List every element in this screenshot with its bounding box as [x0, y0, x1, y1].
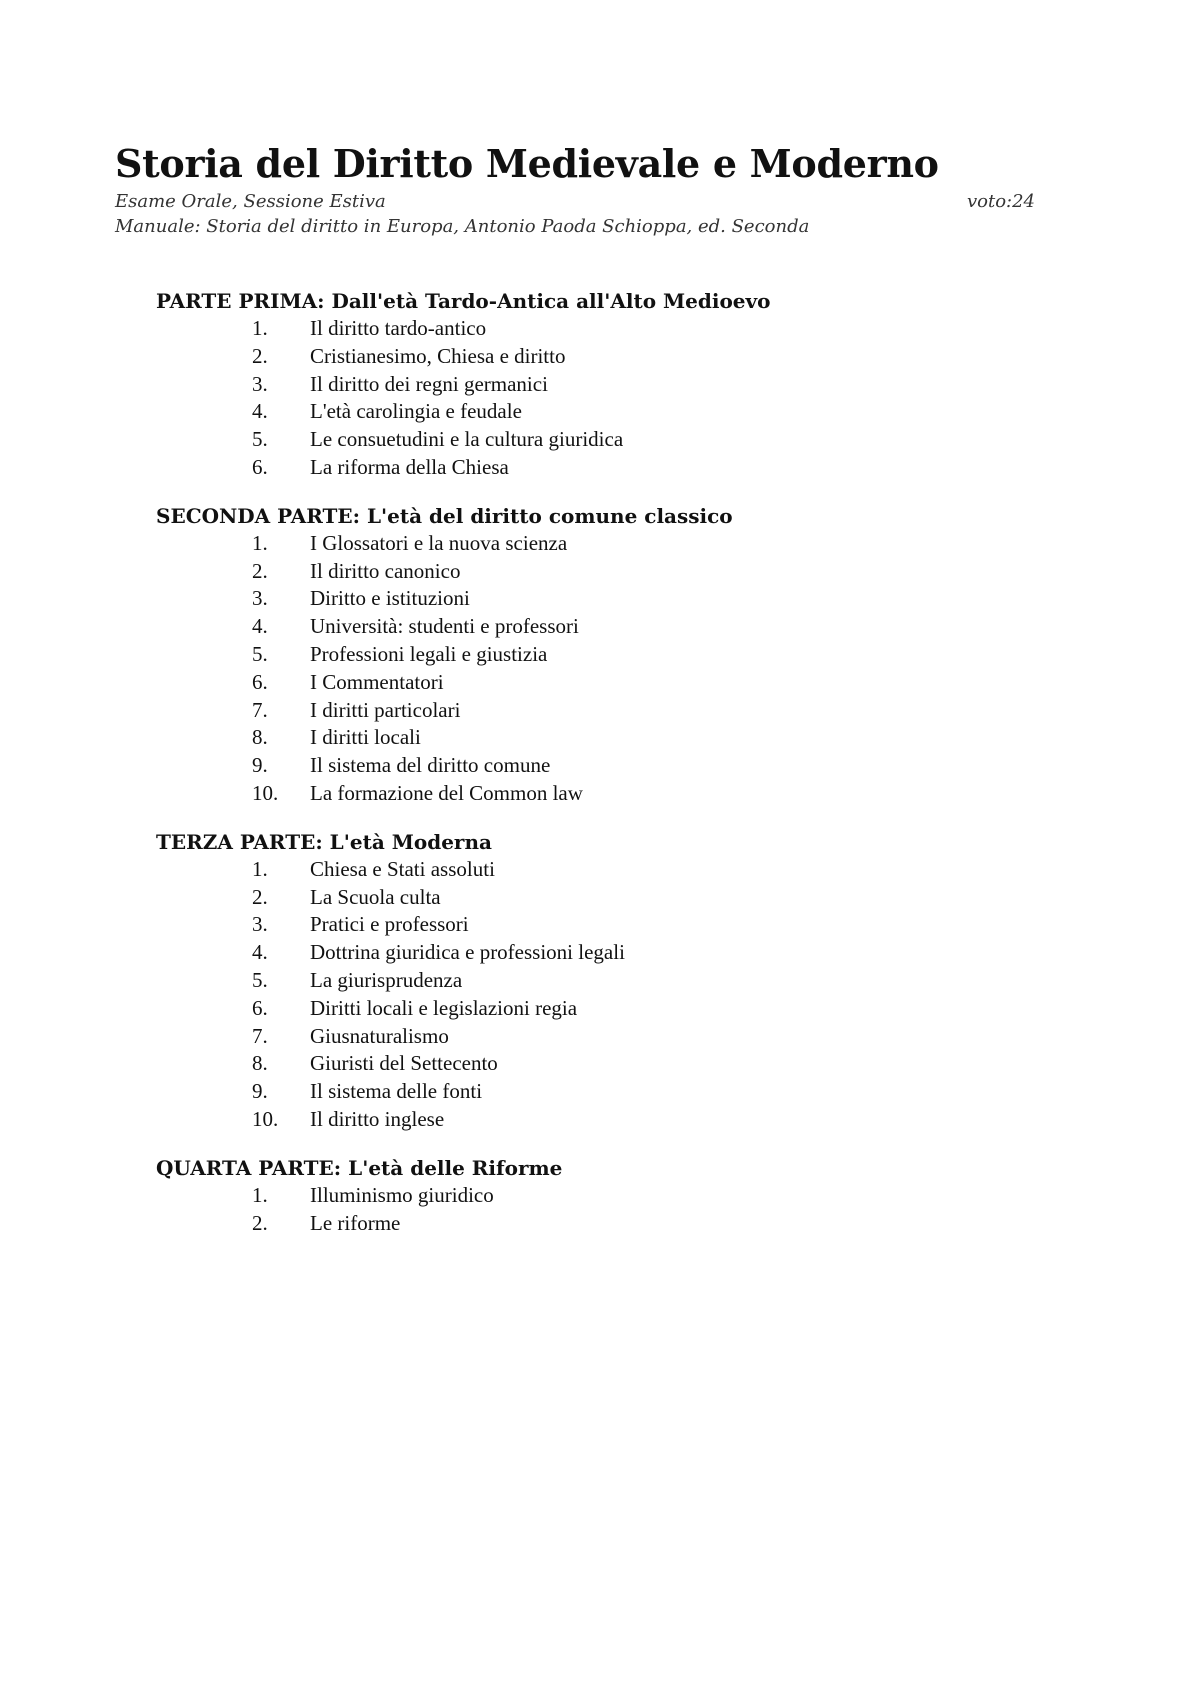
- topic-number: 2.: [252, 558, 268, 583]
- topic-text: Le consuetudini e la cultura giuridica: [310, 427, 624, 452]
- topic-list: [156, 856, 1056, 1134]
- topic-number-cell: [156, 426, 280, 454]
- topic-text: Chiesa e Stati assoluti: [310, 856, 495, 881]
- topic-number: 4.: [252, 399, 268, 424]
- topic-number: 7.: [252, 697, 268, 722]
- topic-item: [156, 856, 1056, 884]
- topic-number: 2.: [252, 343, 268, 368]
- topic-number: 3.: [252, 586, 268, 611]
- topic-number-cell: [156, 371, 280, 399]
- topic-number: 1.: [252, 856, 268, 881]
- topic-item: [156, 669, 1056, 697]
- topic-number-cell: [156, 530, 280, 558]
- topic-item: [156, 641, 1056, 669]
- topic-item: [156, 697, 1056, 725]
- topic-text: Dottrina giuridica e professioni legali: [310, 940, 625, 965]
- part-heading: QUARTA PARTE: L'età delle Riforme: [156, 1155, 563, 1180]
- topic-number-cell: [156, 856, 280, 884]
- topic-text: Il sistema delle fonti: [310, 1079, 483, 1104]
- topic-text: Pratici e professori: [310, 912, 469, 937]
- topic-text: La giurisprudenza: [310, 967, 463, 992]
- topic-number-cell: [156, 780, 280, 808]
- topic-number: 9.: [252, 1079, 268, 1104]
- topic-number: 2.: [252, 1210, 268, 1235]
- exam-grade: voto:24: [966, 191, 1035, 212]
- topic-number: 6.: [252, 669, 268, 694]
- topic-number-cell: [156, 995, 280, 1023]
- topic-item: [156, 1023, 1056, 1051]
- topic-number: 4.: [252, 614, 268, 639]
- topic-item: [156, 939, 1056, 967]
- exam-session: Esame Orale, Sessione Estiva: [115, 191, 386, 212]
- topic-text: Giusnaturalismo: [310, 1023, 449, 1048]
- topic-text: Giuristi del Settecento: [310, 1051, 498, 1076]
- topic-text: Le riforme: [310, 1210, 401, 1235]
- topic-text: Il diritto dei regni germanici: [310, 371, 548, 396]
- topic-number-cell: [156, 1050, 280, 1078]
- topic-item: [156, 1078, 1056, 1106]
- topic-text: Il diritto tardo-antico: [310, 316, 487, 340]
- topic-text: I Glossatori e la nuova scienza: [310, 530, 568, 555]
- topic-item: [156, 1106, 1056, 1134]
- topic-text: I diritti particolari: [310, 697, 461, 722]
- topic-item: [156, 613, 1056, 641]
- syllabus-part: [156, 1154, 1056, 1238]
- topic-list: [156, 315, 1056, 482]
- topic-number-cell: [156, 1106, 280, 1134]
- topic-number-cell: [156, 1023, 280, 1051]
- topic-number-cell: [156, 343, 280, 371]
- topic-item: [156, 315, 1056, 343]
- topic-number: 5.: [252, 641, 268, 666]
- topic-text: Diritto e istituzioni: [310, 586, 470, 611]
- syllabus-part: [156, 287, 1056, 482]
- topic-number-cell: [156, 911, 280, 939]
- topic-text: Università: studenti e professori: [310, 614, 579, 639]
- topic-number-cell: [156, 585, 280, 613]
- topic-item: [156, 724, 1056, 752]
- topic-text: La riforma della Chiesa: [310, 454, 509, 479]
- topic-number-cell: [156, 1210, 280, 1238]
- part-heading: PARTE PRIMA: Dall'età Tardo-Antica all'Alto Medioevo: [156, 289, 771, 313]
- topic-item: [156, 995, 1056, 1023]
- topic-number: 5.: [252, 427, 268, 452]
- syllabus-parts: [156, 287, 1056, 1257]
- topic-number: 5.: [252, 967, 268, 992]
- topic-number: 7.: [252, 1023, 268, 1048]
- syllabus-part: [156, 828, 1056, 1134]
- part-heading: SECONDA PARTE: L'età del diritto comune classico: [156, 503, 733, 528]
- topic-number: 3.: [252, 912, 268, 937]
- topic-list: [156, 530, 1056, 808]
- topic-item: [156, 1050, 1056, 1078]
- topic-number-cell: [156, 697, 280, 725]
- topic-item: [156, 752, 1056, 780]
- topic-number: 8.: [252, 725, 268, 750]
- topic-number: 9.: [252, 753, 268, 778]
- topic-number: 10.: [252, 1106, 279, 1131]
- topic-number-cell: [156, 641, 280, 669]
- topic-item: [156, 343, 1056, 371]
- topic-item: [156, 530, 1056, 558]
- topic-number-cell: [156, 315, 280, 343]
- topic-item: [156, 967, 1056, 995]
- topic-number-cell: [156, 939, 280, 967]
- topic-text: I diritti locali: [310, 725, 421, 750]
- topic-number: 1.: [252, 316, 268, 340]
- topic-number: 8.: [252, 1051, 268, 1076]
- topic-list: [156, 1182, 1056, 1238]
- topic-text: Il sistema del diritto comune: [310, 753, 551, 778]
- topic-item: [156, 398, 1056, 426]
- topic-item: [156, 558, 1056, 586]
- topic-text: Cristianesimo, Chiesa e diritto: [310, 343, 566, 368]
- topic-item: [156, 911, 1056, 939]
- topic-text: La formazione del Common law: [310, 780, 583, 805]
- topic-number-cell: [156, 884, 280, 912]
- topic-number-cell: [156, 1078, 280, 1106]
- topic-text: Professioni legali e giustizia: [310, 641, 548, 666]
- topic-number: 3.: [252, 371, 268, 396]
- topic-number-cell: [156, 967, 280, 995]
- topic-item: [156, 426, 1056, 454]
- topic-number-cell: [156, 724, 280, 752]
- topic-number: 10.: [252, 780, 279, 805]
- topic-text: Il diritto inglese: [310, 1106, 445, 1131]
- topic-number: 1.: [252, 530, 268, 555]
- topic-text: Diritti locali e legislazioni regia: [310, 995, 578, 1020]
- topic-item: [156, 884, 1056, 912]
- topic-item: [156, 371, 1056, 399]
- topic-item: [156, 780, 1056, 808]
- topic-text: La Scuola culta: [310, 884, 441, 909]
- document-title: Storia del Diritto Medievale e Moderno: [115, 141, 939, 186]
- topic-number-cell: [156, 613, 280, 641]
- manual-reference: Manuale: Storia del diritto in Europa, Antonio Paoda Schioppa, ed. Seconda: [115, 216, 810, 237]
- topic-number-cell: [156, 669, 280, 697]
- topic-text: I Commentatori: [310, 669, 444, 694]
- topic-number-cell: [156, 558, 280, 586]
- topic-number: 2.: [252, 884, 268, 909]
- topic-number: 6.: [252, 995, 268, 1020]
- topic-item: [156, 1210, 1056, 1238]
- topic-item: [156, 585, 1056, 613]
- topic-item: [156, 454, 1056, 482]
- syllabus-part: [156, 502, 1056, 808]
- topic-number: 6.: [252, 454, 268, 479]
- topic-text: L'età carolingia e feudale: [310, 399, 522, 424]
- topic-number-cell: [156, 454, 280, 482]
- topic-number-cell: [156, 398, 280, 426]
- topic-number: 4.: [252, 940, 268, 965]
- topic-number-cell: [156, 752, 280, 780]
- topic-text: Il diritto canonico: [310, 558, 461, 583]
- part-heading: TERZA PARTE: L'età Moderna: [156, 829, 492, 854]
- exam-info-line: [115, 190, 1035, 214]
- topic-number: 1.: [252, 1182, 268, 1207]
- topic-text: Illuminismo giuridico: [310, 1182, 494, 1207]
- topic-item: [156, 1182, 1056, 1210]
- topic-number-cell: [156, 1182, 280, 1210]
